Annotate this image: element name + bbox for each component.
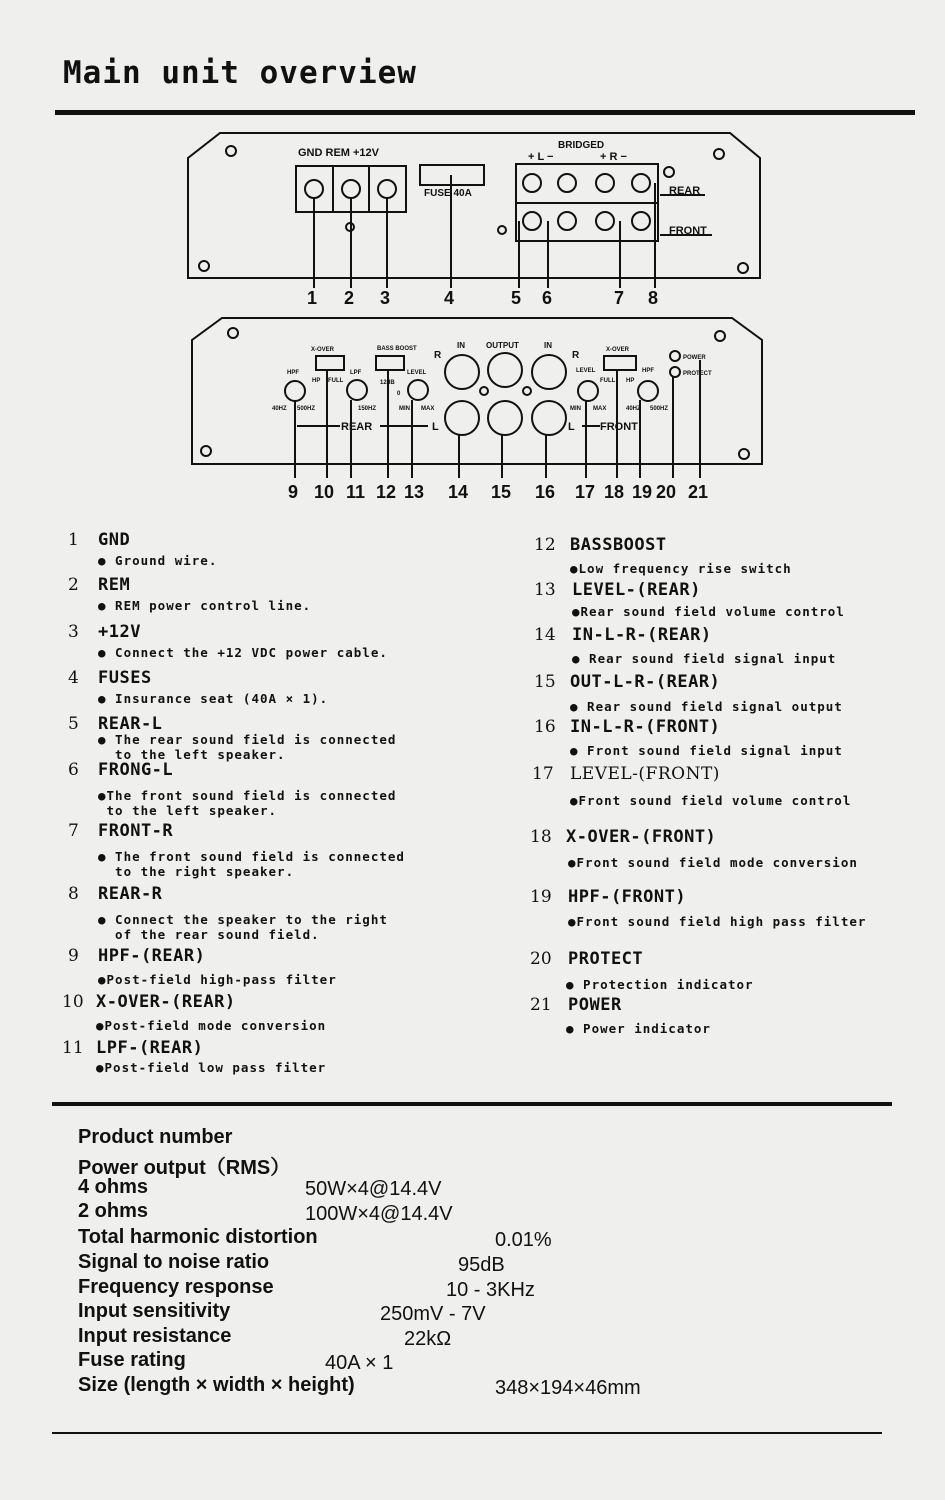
- label-in-rear: IN: [457, 341, 465, 350]
- label-output: OUTPUT: [486, 341, 519, 350]
- protect-led: [670, 367, 680, 377]
- top-panel-outline: [188, 133, 760, 278]
- label-500hz-front: 500HZ: [650, 406, 669, 412]
- specs-divider-bottom: [52, 1432, 882, 1434]
- callout-12: 12: [376, 482, 397, 502]
- label-l-polarity: + L −: [528, 151, 554, 163]
- label-max-front: MAX: [593, 406, 607, 412]
- label-level-front: LEVEL: [576, 368, 596, 374]
- label-max-rear: MAX: [421, 406, 435, 412]
- spec-size-label: Size (length × width × height): [78, 1374, 355, 1396]
- label-hp-front: HP: [626, 378, 635, 384]
- panel-diagram: [0, 0, 945, 520]
- label-40hz-rear: 40HZ: [272, 406, 287, 412]
- callout-17: 17: [575, 482, 596, 502]
- label-hpf-front: HPF: [642, 368, 654, 374]
- screw-hole: [714, 149, 724, 159]
- callout-15: 15: [491, 482, 512, 502]
- callout-18: 18: [604, 482, 625, 502]
- callout-4: 4: [444, 288, 455, 308]
- label-in-front: IN: [544, 341, 552, 350]
- spec-4ohm-label: 4 ohms: [78, 1176, 149, 1198]
- spec-size-value: 348×194×46mm: [495, 1377, 641, 1399]
- rca-in-front-l: [532, 401, 566, 435]
- rca-out-r: [488, 353, 522, 387]
- callout-16: 16: [535, 482, 556, 502]
- level-front-knob: [578, 381, 598, 401]
- label-xover-front: X-OVER: [606, 347, 630, 353]
- label-500hz-rear: 500HZ: [297, 406, 316, 412]
- spec-res-value: 22kΩ: [404, 1328, 452, 1350]
- callout-8: 8: [648, 288, 659, 308]
- label-l-rear: L: [432, 421, 439, 433]
- rca-in-rear-r: [445, 355, 479, 389]
- callout-7: 7: [614, 288, 625, 308]
- label-150hz: 150HZ: [358, 406, 377, 412]
- rca-out-l: [488, 401, 522, 435]
- label-full-rear: FULL: [328, 378, 344, 384]
- label-lpf-rear: LPF: [350, 370, 362, 376]
- label-r-rear: R: [434, 350, 442, 361]
- power-led: [670, 351, 680, 361]
- callout-13: 13: [404, 482, 425, 502]
- callout-14: 14: [448, 482, 469, 502]
- spec-4ohm-value: 50W×4@14.4V: [305, 1178, 442, 1200]
- lpf-rear-knob: [347, 380, 367, 400]
- xover-front-switch: [604, 356, 636, 370]
- spec-sens-value: 250mV - 7V: [380, 1303, 486, 1325]
- label-bassboost: BASS BOOST: [377, 346, 417, 352]
- label-40hz-front: 40HZ: [626, 406, 641, 412]
- page-title: Main unit overview: [63, 55, 417, 91]
- label-fuse: FUSE 40A: [424, 188, 472, 199]
- label-full-front: FULL: [600, 378, 616, 384]
- label-xover-rear: X-OVER: [311, 347, 335, 353]
- spec-fuse-value: 40A × 1: [325, 1352, 394, 1374]
- callout-3: 3: [380, 288, 391, 308]
- callout-20: 20: [656, 482, 677, 502]
- label-l-front: L: [568, 421, 575, 433]
- hpf-front-knob: [638, 381, 658, 401]
- spec-freq-label: Frequency response: [78, 1276, 274, 1298]
- label-r-polarity: + R −: [600, 151, 627, 163]
- spec-product-number: Product number: [78, 1126, 233, 1148]
- screw-hole: [199, 261, 209, 271]
- spec-2ohm-label: 2 ohms: [78, 1200, 149, 1222]
- callout-21: 21: [688, 482, 709, 502]
- spec-snr-label: Signal to noise ratio: [78, 1251, 270, 1273]
- label-gnd-rem-12v: GND REM +12V: [298, 147, 379, 159]
- label-bridged: BRIDGED: [558, 140, 605, 151]
- label-hp-rear: HP: [312, 378, 321, 384]
- spec-freq-value: 10 - 3KHz: [446, 1279, 535, 1301]
- screw-hole: [226, 146, 236, 156]
- label-0db: 0: [397, 391, 401, 397]
- label-rear-section: REAR: [341, 421, 373, 433]
- spec-fuse-label: Fuse rating: [78, 1349, 186, 1371]
- spec-thd-value: 0.01%: [495, 1229, 552, 1251]
- spec-res-label: Input resistance: [78, 1325, 232, 1347]
- gnd-terminal: [305, 180, 323, 198]
- callout-5: 5: [511, 288, 522, 308]
- spec-power-output: Power output（RMS）: [78, 1157, 291, 1179]
- callout-2: 2: [344, 288, 355, 308]
- screw-hole: [738, 263, 748, 273]
- bassboost-switch: [376, 356, 404, 370]
- callout-10: 10: [314, 482, 335, 502]
- label-rear: REAR: [669, 185, 701, 197]
- label-front: FRONT: [669, 225, 707, 237]
- spec-snr-value: 95dB: [458, 1254, 505, 1276]
- plus12v-terminal: [378, 180, 396, 198]
- callout-6: 6: [542, 288, 553, 308]
- spec-sens-label: Input sensitivity: [78, 1300, 231, 1322]
- label-12db: 12dB: [380, 380, 395, 386]
- rca-in-rear-l: [445, 401, 479, 435]
- spec-2ohm-value: 100W×4@14.4V: [305, 1203, 453, 1225]
- label-power-led: POWER: [683, 355, 706, 361]
- callout-19: 19: [632, 482, 653, 502]
- bottom-panel-outline: [192, 318, 762, 464]
- label-r-front: R: [572, 350, 580, 361]
- xover-rear-switch: [316, 356, 344, 370]
- callout-9: 9: [288, 482, 299, 502]
- specs-divider-top: [52, 1102, 892, 1106]
- label-protect-led: PROTECT: [683, 371, 712, 377]
- label-hpf-rear: HPF: [287, 370, 299, 376]
- hpf-rear-knob: [285, 381, 305, 401]
- label-level-rear: LEVEL: [407, 370, 427, 376]
- label-front-section: FRONT: [600, 421, 638, 433]
- label-min-front: MIN: [570, 406, 581, 412]
- rca-in-front-r: [532, 355, 566, 389]
- spec-thd-label: Total harmonic distortion: [78, 1226, 318, 1248]
- label-min-rear: MIN: [399, 406, 410, 412]
- rem-terminal: [342, 180, 360, 198]
- callout-1: 1: [307, 288, 318, 308]
- callout-11: 11: [346, 482, 366, 502]
- level-rear-knob: [408, 380, 428, 400]
